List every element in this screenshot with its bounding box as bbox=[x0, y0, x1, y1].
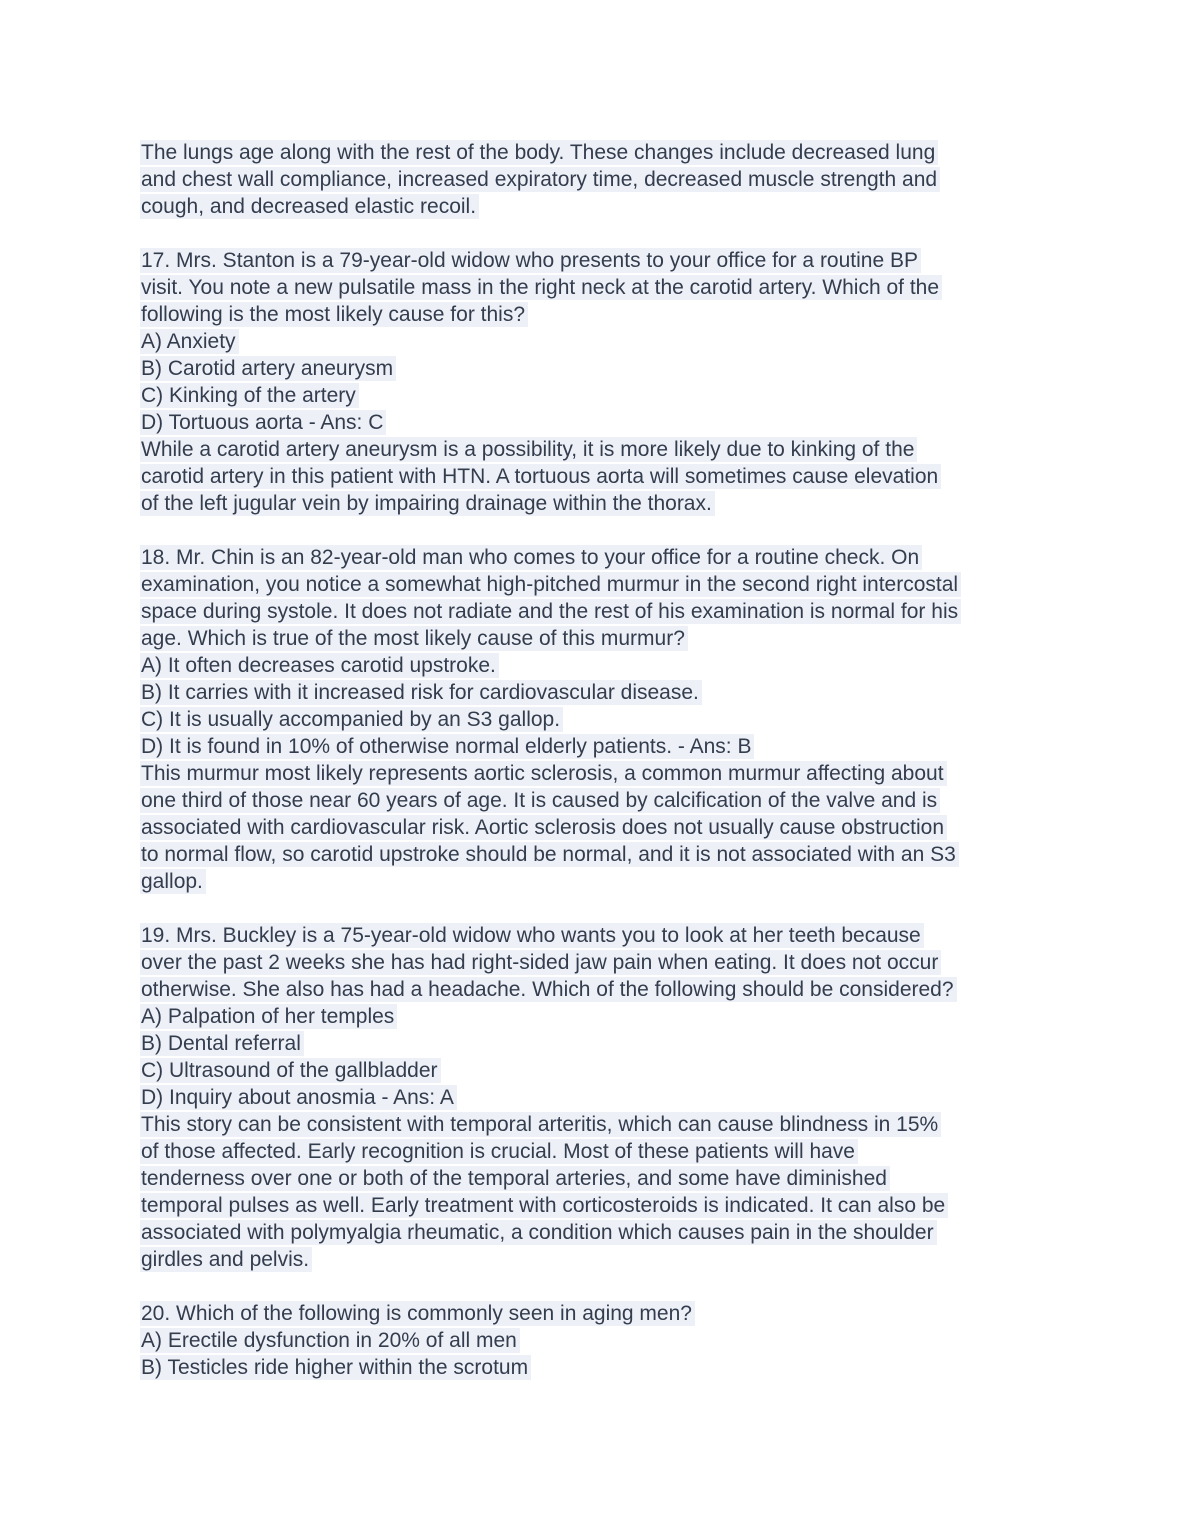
text-line bbox=[141, 1112, 1061, 1139]
highlighted-text: examination, you notice a somewhat high-pitched murmur in the second right intercostal bbox=[140, 572, 961, 597]
highlighted-text: B) Carotid artery aneurysm bbox=[140, 356, 396, 381]
highlighted-text: otherwise. She also has had a headache. Which of the following should be considered? bbox=[140, 977, 957, 1002]
highlighted-text: B) Dental referral bbox=[140, 1031, 304, 1056]
text-line bbox=[141, 599, 1061, 626]
text-line bbox=[141, 437, 1061, 464]
highlighted-text: While a carotid artery aneurysm is a possibility, it is more likely due to kinking of the bbox=[140, 437, 917, 462]
answer-option-c bbox=[141, 707, 1061, 734]
text-line bbox=[141, 626, 1061, 653]
highlighted-text: carotid artery in this patient with HTN. A tortuous aorta will sometimes cause elevation bbox=[140, 464, 941, 489]
highlighted-text: tenderness over one or both of the temporal arteries, and some have diminished bbox=[140, 1166, 890, 1191]
text-line bbox=[141, 1220, 1061, 1247]
highlighted-text: associated with cardiovascular risk. Aortic sclerosis does not usually cause obstruction bbox=[140, 815, 947, 840]
highlighted-text: A) Palpation of her temples bbox=[140, 1004, 397, 1029]
document-content bbox=[141, 140, 1061, 1382]
highlighted-text: B) It carries with it increased risk for cardiovascular disease. bbox=[140, 680, 702, 705]
answer-option-b bbox=[141, 356, 1061, 383]
highlighted-text: D) It is found in 10% of otherwise normal elderly patients. - Ans: B bbox=[140, 734, 754, 759]
text-line bbox=[141, 815, 1061, 842]
highlighted-text: A) Erectile dysfunction in 20% of all men bbox=[140, 1328, 520, 1353]
text-line bbox=[141, 491, 1061, 518]
highlighted-text: D) Inquiry about anosmia - Ans: A bbox=[140, 1085, 457, 1110]
text-line bbox=[141, 1139, 1061, 1166]
highlighted-text: C) Kinking of the artery bbox=[140, 383, 359, 408]
highlighted-text: visit. You note a new pulsatile mass in the right neck at the carotid artery. Which of the bbox=[140, 275, 942, 300]
highlighted-text: This murmur most likely represents aortic sclerosis, a common murmur affecting about bbox=[140, 761, 947, 786]
answer-option-a bbox=[141, 1004, 1061, 1031]
text-line bbox=[141, 140, 1061, 167]
highlighted-text: The lungs age along with the rest of the body. These changes include decreased lung bbox=[140, 140, 938, 165]
paragraph-intro-lungs-aging bbox=[141, 140, 1061, 221]
answer-option-d bbox=[141, 1085, 1061, 1112]
question-19-block bbox=[141, 923, 1061, 1274]
text-line bbox=[141, 869, 1061, 896]
answer-option-c bbox=[141, 383, 1061, 410]
highlighted-text: and chest wall compliance, increased expiratory time, decreased muscle strength and bbox=[140, 167, 940, 192]
text-line bbox=[141, 1193, 1061, 1220]
highlighted-text: 18. Mr. Chin is an 82-year-old man who comes to your office for a routine check. On bbox=[140, 545, 922, 570]
question-18-block bbox=[141, 545, 1061, 896]
text-line bbox=[141, 1166, 1061, 1193]
highlighted-text: A) Anxiety bbox=[140, 329, 239, 354]
highlighted-text: of the left jugular vein by impairing drainage within the thorax. bbox=[140, 491, 715, 516]
text-line bbox=[141, 194, 1061, 221]
highlighted-text: of those affected. Early recognition is crucial. Most of these patients will have bbox=[140, 1139, 858, 1164]
text-line bbox=[141, 1301, 1061, 1328]
highlighted-text: following is the most likely cause for this? bbox=[140, 302, 528, 327]
highlighted-text: This story can be consistent with temporal arteritis, which can cause blindness in 15% bbox=[140, 1112, 941, 1137]
highlighted-text: D) Tortuous aorta - Ans: C bbox=[140, 410, 386, 435]
highlighted-text: 20. Which of the following is commonly seen in aging men? bbox=[140, 1301, 695, 1326]
highlighted-text: associated with polymyalgia rheumatic, a condition which causes pain in the shoulder bbox=[140, 1220, 937, 1245]
text-line bbox=[141, 248, 1061, 275]
text-line bbox=[141, 302, 1061, 329]
answer-option-b bbox=[141, 1355, 1061, 1382]
highlighted-text: C) It is usually accompanied by an S3 gallop. bbox=[140, 707, 563, 732]
highlighted-text: temporal pulses as well. Early treatment with corticosteroids is indicated. It can also be bbox=[140, 1193, 948, 1218]
text-line bbox=[141, 275, 1061, 302]
text-line bbox=[141, 788, 1061, 815]
highlighted-text: 19. Mrs. Buckley is a 75-year-old widow who wants you to look at her teeth because bbox=[140, 923, 924, 948]
text-line bbox=[141, 923, 1061, 950]
highlighted-text: cough, and decreased elastic recoil. bbox=[140, 194, 479, 219]
answer-option-a bbox=[141, 329, 1061, 356]
question-17-block bbox=[141, 248, 1061, 518]
text-line bbox=[141, 977, 1061, 1004]
text-line bbox=[141, 1247, 1061, 1274]
highlighted-text: A) It often decreases carotid upstroke. bbox=[140, 653, 499, 678]
answer-option-a bbox=[141, 1328, 1061, 1355]
text-line bbox=[141, 167, 1061, 194]
highlighted-text: 17. Mrs. Stanton is a 79-year-old widow who presents to your office for a routine BP bbox=[140, 248, 921, 273]
text-line bbox=[141, 464, 1061, 491]
highlighted-text: age. Which is true of the most likely cause of this murmur? bbox=[140, 626, 688, 651]
answer-option-a bbox=[141, 653, 1061, 680]
highlighted-text: girdles and pelvis. bbox=[140, 1247, 312, 1272]
highlighted-text: space during systole. It does not radiate and the rest of his examination is normal for his bbox=[140, 599, 961, 624]
text-line bbox=[141, 545, 1061, 572]
text-line bbox=[141, 842, 1061, 869]
highlighted-text: over the past 2 weeks she has had right-sided jaw pain when eating. It does not occur bbox=[140, 950, 941, 975]
answer-option-b bbox=[141, 680, 1061, 707]
highlighted-text: one third of those near 60 years of age. It is caused by calcification of the valve and is bbox=[140, 788, 940, 813]
question-20-block bbox=[141, 1301, 1061, 1382]
answer-option-d bbox=[141, 410, 1061, 437]
text-line bbox=[141, 950, 1061, 977]
highlighted-text: B) Testicles ride higher within the scrotum bbox=[140, 1355, 531, 1380]
highlighted-text: C) Ultrasound of the gallbladder bbox=[140, 1058, 441, 1083]
text-line bbox=[141, 761, 1061, 788]
highlighted-text: to normal flow, so carotid upstroke should be normal, and it is not associated with an S3 bbox=[140, 842, 959, 867]
answer-option-c bbox=[141, 1058, 1061, 1085]
text-line bbox=[141, 572, 1061, 599]
highlighted-text: gallop. bbox=[140, 869, 206, 894]
answer-option-d bbox=[141, 734, 1061, 761]
answer-option-b bbox=[141, 1031, 1061, 1058]
